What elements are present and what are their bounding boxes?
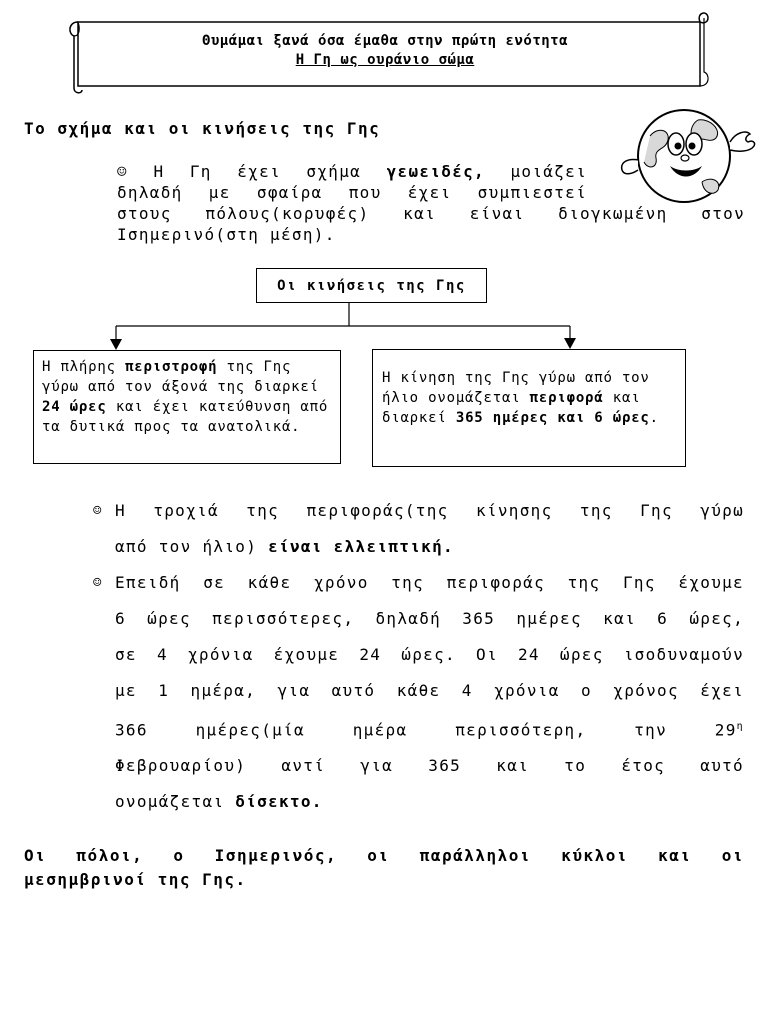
rotation-duration: 24 ώρες [42, 399, 107, 415]
intro-paragraph [117, 161, 745, 245]
term-revolution: περιφορά [529, 390, 604, 406]
smiley-icon: ☺ [93, 503, 103, 519]
intro-line-4: Ισημερινό(στη μέση). [117, 225, 336, 244]
term-elliptical: είναι ελλειπτική. [268, 537, 454, 556]
term-leap-year: δίσεκτο. [235, 792, 323, 812]
section-heading-shape-motions: Το σχήμα και οι κινήσεις της Γης [24, 119, 381, 138]
diagram-title-box: Οι κινήσεις της Γης [256, 268, 487, 303]
arrow-right-icon [564, 338, 576, 349]
bullet-leap-year: ☺ Επειδή σε κάθε χρόνο της περιφοράς της Γης έχουμε 6 ώρες περισσότερες, δηλαδή 365 ημέρες και 6 ώρες, σε 4 χρόνια έχουμε 24 ώρες. Οι 24 ώρες ισοδυναμούν με 1 ημέρα, για αυτό κάθε 4 χρόνια ο χρόνος έχει 366 ημέρες(μία ημέρα περισσότερη, την $29^\eta$ Φεβρουαρίου) αντί για 365 και το έτος αυτό ονομάζεται δίσεκτο. [93, 565, 744, 820]
intro-line-3: στους πόλους(κορυφές) και είναι διογκωμένη στον [117, 204, 745, 223]
intro-line-1: ☺ Η Γη έχει σχήμα γεωειδές, μοιάζει [117, 162, 588, 181]
arrow-left-icon [110, 339, 122, 350]
banner-subtitle: Η Γη ως ουράνιο σώμα [295, 52, 475, 68]
smiley-icon: ☺ [117, 162, 128, 181]
term-geoid: γεωειδές, [386, 162, 485, 181]
revolution-box: Η κίνηση της Γης γύρω από τον ήλιο ονομάζεται περιφορά και διαρκεί 365 ημέρες και 6 ώρες. [372, 349, 686, 467]
bullet-orbit: ☺ Η τροχιά της περιφοράς(της κίνησης της Γης γύρω από τον ήλιο) είναι ελλειπτική. [93, 493, 744, 565]
rotation-box: Η πλήρης περιστροφή της Γης γύρω από τον άξονά της διαρκεί 24 ώρες και έχει κατεύθυνση από τα δυτικά προς τα ανατολικά. [33, 350, 341, 464]
banner-title: Θυμάμαι ξανά όσα έμαθα στην πρώτη ενότητα [201, 33, 569, 49]
intro-line-2: δηλαδή με σφαίρα που έχει συμπιεστεί [117, 183, 587, 202]
term-rotation: περιστροφή [125, 359, 218, 375]
smiley-icon: ☺ [93, 575, 103, 591]
section-heading-poles: Οι πόλοι, ο Ισημερινός, οι παράλληλοι κύκλοι και οι μεσημβρινοί της Γης. [24, 846, 744, 889]
revolution-duration: 365 ημέρες και 6 ώρες [455, 410, 650, 426]
